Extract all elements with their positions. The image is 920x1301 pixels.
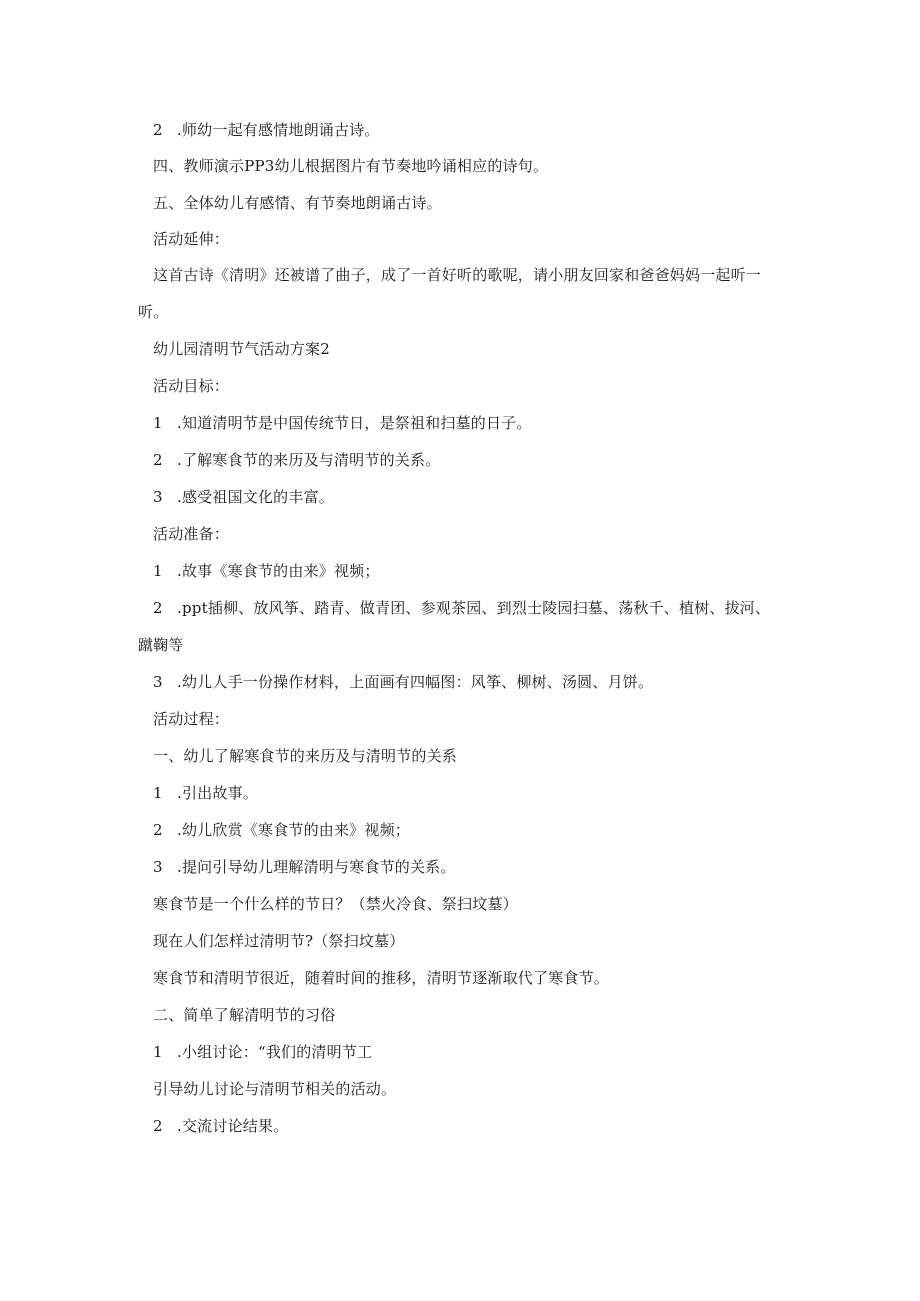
line-text: 二、简单了解清明节的习俗 xyxy=(153,1006,336,1024)
list-number: 1 xyxy=(153,562,163,580)
text-line xyxy=(153,561,380,581)
line-text: 现在人们怎样过清明节?（祭扫坟墓） xyxy=(153,932,405,950)
list-number: 2 xyxy=(153,599,163,617)
line-text: 蹴鞠等 xyxy=(138,636,184,654)
text-line xyxy=(153,894,518,914)
text-line xyxy=(153,1079,396,1099)
list-number: 1 xyxy=(153,784,163,802)
line-text: 活动准备： xyxy=(153,525,230,543)
line-text: .幼儿人手一份操作材料，上面画有四幅图：风筝、柳树、汤圆、月饼。 xyxy=(177,673,654,691)
text-line xyxy=(153,450,440,470)
line-text: 幼儿园清明节气活动方案2 xyxy=(153,340,330,358)
text-line xyxy=(153,672,653,692)
text-line xyxy=(153,931,404,951)
text-line xyxy=(153,820,410,840)
line-text: .师幼一起有感情地朗诵古诗。 xyxy=(177,121,380,139)
text-line xyxy=(153,156,548,176)
text-line xyxy=(138,635,184,655)
line-text: 活动目标： xyxy=(153,377,230,395)
text-line xyxy=(153,1116,288,1136)
line-text: 引导幼儿讨论与清明节相关的活动。 xyxy=(153,1080,397,1098)
line-text: .小组讨论：“我们的清明节工 xyxy=(177,1043,373,1061)
text-line xyxy=(153,968,609,988)
text-line xyxy=(153,857,456,877)
line-text: 寒食节和清明节很近，随着时间的推移，清明节逐渐取代了寒食节。 xyxy=(153,969,610,987)
text-line xyxy=(153,598,770,618)
line-text: .知道清明节是中国传统节日，是祭祖和扫墓的日子。 xyxy=(177,414,532,432)
line-text: .提问引导幼儿理解清明与寒食节的关系。 xyxy=(177,858,456,876)
line-text: .引出故事。 xyxy=(177,784,258,802)
list-number: 3 xyxy=(153,488,163,506)
text-line xyxy=(153,783,258,803)
list-number: 3 xyxy=(153,673,163,691)
list-number: 1 xyxy=(153,414,163,432)
line-text: .ppt插柳、放风筝、踏青、做青团、参观茶园、到烈士陵园扫墓、荡秋千、植树、拔河、 xyxy=(177,599,771,617)
line-text: .故事《寒食节的由来》视频； xyxy=(177,562,380,580)
line-text: 四、教师演示PP3幼儿根据图片有节奏地吟诵相应的诗句。 xyxy=(153,157,549,175)
line-text: .交流讨论结果。 xyxy=(177,1117,289,1135)
line-text: 五、全体幼儿有感情、有节奏地朗诵古诗。 xyxy=(153,194,442,212)
line-text: .了解寒食节的来历及与清明节的关系。 xyxy=(177,451,441,469)
line-text: .幼儿欣赏《寒食节的由来》视频； xyxy=(177,821,410,839)
line-text: .感受祖国文化的丰富。 xyxy=(177,488,334,506)
line-text: 听。 xyxy=(138,303,169,321)
text-line xyxy=(153,1005,335,1025)
line-text: 一、幼儿了解寒食节的来历及与清明节的关系 xyxy=(153,747,458,765)
text-line xyxy=(153,487,334,507)
document-subtitle xyxy=(153,339,330,359)
line-text: 活动延伸： xyxy=(153,230,230,248)
section-heading xyxy=(153,376,229,396)
list-number: 2 xyxy=(153,121,163,139)
line-text: 寒食节是一个什么样的节日？（禁火冷食、祭扫坟墓） xyxy=(153,895,518,913)
list-number: 2 xyxy=(153,451,163,469)
text-line xyxy=(153,746,457,766)
text-line xyxy=(153,1042,372,1062)
list-number: 1 xyxy=(153,1043,163,1061)
line-text: 这首古诗《清明》还被谱了曲子，成了一首好听的歌呢，请小朋友回家和爸爸妈妈一起听一 xyxy=(153,266,762,284)
text-line xyxy=(138,302,168,322)
section-heading xyxy=(153,229,229,249)
line-text: 活动过程： xyxy=(153,710,230,728)
section-heading xyxy=(153,709,229,729)
list-number: 2 xyxy=(153,821,163,839)
text-line xyxy=(153,193,442,213)
text-line xyxy=(153,265,761,285)
text-line xyxy=(153,120,380,140)
section-heading xyxy=(153,524,229,544)
list-number: 2 xyxy=(153,1117,163,1135)
list-number: 3 xyxy=(153,858,163,876)
text-line xyxy=(153,413,532,433)
